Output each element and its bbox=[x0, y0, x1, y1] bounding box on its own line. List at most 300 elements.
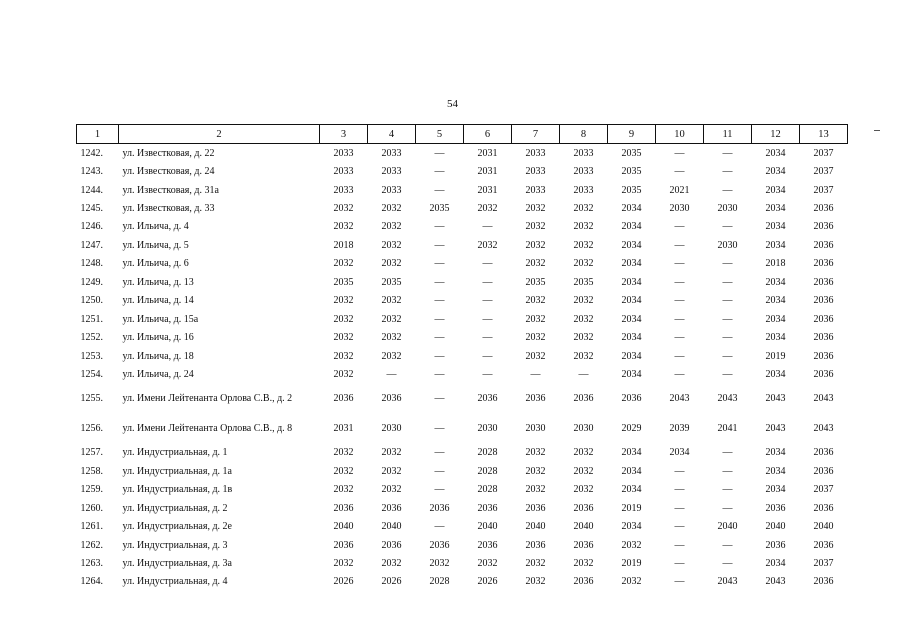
year-cell-col-11: 2041 bbox=[717, 423, 738, 435]
year-cell-col-3: 2032 bbox=[333, 313, 354, 325]
year-cell-col-6: 2028 bbox=[477, 447, 498, 459]
year-cell-col-5: — bbox=[434, 147, 445, 159]
address-cell: ул. Ильича, д. 4 bbox=[122, 221, 189, 233]
year-cell-col-13: 2037 bbox=[813, 147, 834, 159]
column-header-12: 12 bbox=[752, 125, 800, 144]
year-cell-col-4: 2032 bbox=[381, 465, 402, 477]
year-cell-col-12: 2043 bbox=[765, 576, 786, 588]
year-cell-col-7: 2032 bbox=[525, 239, 546, 251]
year-cell-col-5: — bbox=[434, 166, 445, 178]
year-cell-col-5: — bbox=[434, 258, 445, 270]
year-cell-col-12: 2036 bbox=[765, 502, 786, 514]
year-cell-col-9: 2036 bbox=[621, 393, 642, 405]
year-cell-col-10: — bbox=[674, 221, 685, 233]
year-cell-col-13: 2036 bbox=[813, 447, 834, 459]
address-cell: ул. Ильича, д. 14 bbox=[122, 295, 194, 307]
year-cell-col-10: — bbox=[674, 539, 685, 551]
year-cell-col-6: 2028 bbox=[477, 484, 498, 496]
address-cell: ул. Индустриальная, д. 4 bbox=[122, 576, 228, 588]
address-cell: ул. Ильича, д. 15а bbox=[122, 313, 199, 325]
table-row bbox=[77, 444, 848, 462]
year-cell-col-13: 2036 bbox=[813, 313, 834, 325]
year-cell-col-13: 2037 bbox=[813, 166, 834, 178]
table-header bbox=[77, 125, 848, 144]
address-cell: ул. Ильича, д. 16 bbox=[122, 332, 194, 344]
year-cell-col-10: — bbox=[674, 332, 685, 344]
address-cell: ул. Имени Лейтенанта Орлова С.В., д. 2 bbox=[122, 393, 293, 405]
year-cell-col-12: 2034 bbox=[765, 147, 786, 159]
column-header-3: 3 bbox=[320, 125, 368, 144]
row-number: 1262. bbox=[80, 539, 103, 551]
year-cell-col-7: 2032 bbox=[525, 203, 546, 215]
year-cell-col-13: 2037 bbox=[813, 558, 834, 570]
column-header-6: 6 bbox=[464, 125, 512, 144]
year-cell-col-6: 2026 bbox=[477, 576, 498, 588]
year-cell-col-13: 2036 bbox=[813, 203, 834, 215]
year-cell-col-10: 2043 bbox=[669, 393, 690, 405]
year-cell-col-3: 2032 bbox=[333, 484, 354, 496]
year-cell-col-11: 2040 bbox=[717, 521, 738, 533]
year-cell-col-8: 2036 bbox=[573, 539, 594, 551]
table-row bbox=[77, 347, 848, 365]
year-cell-col-9: 2034 bbox=[621, 313, 642, 325]
year-cell-col-8: 2032 bbox=[573, 203, 594, 215]
year-cell-col-9: 2019 bbox=[621, 558, 642, 570]
year-cell-col-7: 2032 bbox=[525, 313, 546, 325]
year-cell-col-5: — bbox=[434, 465, 445, 477]
address-cell: ул. Ильича, д. 13 bbox=[122, 276, 194, 288]
year-cell-col-6: 2031 bbox=[477, 147, 498, 159]
year-cell-col-4: 2032 bbox=[381, 350, 402, 362]
year-cell-col-10: — bbox=[674, 368, 685, 380]
year-cell-col-7: 2032 bbox=[525, 332, 546, 344]
row-number: 1250. bbox=[80, 295, 103, 307]
year-cell-col-13: 2036 bbox=[813, 350, 834, 362]
year-cell-col-10: — bbox=[674, 313, 685, 325]
year-cell-col-5: — bbox=[434, 276, 445, 288]
year-cell-col-7: 2032 bbox=[525, 221, 546, 233]
year-cell-col-10: 2021 bbox=[669, 184, 690, 196]
row-number: 1256. bbox=[80, 423, 103, 435]
year-cell-col-7: 2040 bbox=[525, 521, 546, 533]
row-number: 1257. bbox=[80, 447, 103, 459]
year-cell-col-11: — bbox=[722, 332, 733, 344]
year-cell-col-4: 2032 bbox=[381, 484, 402, 496]
year-cell-col-9: 2034 bbox=[621, 521, 642, 533]
table-row bbox=[77, 181, 848, 199]
year-cell-col-11: — bbox=[722, 465, 733, 477]
year-cell-col-3: 2036 bbox=[333, 502, 354, 514]
year-cell-col-12: 2036 bbox=[765, 539, 786, 551]
column-header-4: 4 bbox=[368, 125, 416, 144]
year-cell-col-8: 2032 bbox=[573, 558, 594, 570]
year-cell-col-5: — bbox=[434, 521, 445, 533]
year-cell-col-7: 2033 bbox=[525, 166, 546, 178]
year-cell-col-4: 2026 bbox=[381, 576, 402, 588]
year-cell-col-5: — bbox=[434, 332, 445, 344]
address-cell: ул. Известковая, д. 31а bbox=[122, 184, 219, 196]
year-cell-col-8: 2032 bbox=[573, 258, 594, 270]
year-cell-col-5: 2036 bbox=[429, 502, 450, 514]
year-cell-col-13: 2043 bbox=[813, 423, 834, 435]
year-cell-col-3: 2032 bbox=[333, 203, 354, 215]
year-cell-col-4: 2032 bbox=[381, 221, 402, 233]
year-cell-col-12: 2034 bbox=[765, 484, 786, 496]
address-cell: ул. Индустриальная, д. 1в bbox=[122, 484, 233, 496]
row-number: 1261. bbox=[80, 521, 103, 533]
table-row bbox=[77, 199, 848, 217]
year-cell-col-9: 2032 bbox=[621, 576, 642, 588]
year-cell-col-6: 2030 bbox=[477, 423, 498, 435]
year-cell-col-10: — bbox=[674, 350, 685, 362]
year-cell-col-11: — bbox=[722, 166, 733, 178]
row-number: 1263. bbox=[80, 558, 103, 570]
year-cell-col-4: 2033 bbox=[381, 147, 402, 159]
table-row bbox=[77, 365, 848, 383]
year-cell-col-3: 2036 bbox=[333, 393, 354, 405]
address-schedule-table bbox=[76, 124, 848, 591]
year-cell-col-5: 2032 bbox=[429, 558, 450, 570]
year-cell-col-7: 2032 bbox=[525, 447, 546, 459]
table-row bbox=[77, 273, 848, 291]
year-cell-col-7: 2032 bbox=[525, 484, 546, 496]
year-cell-col-10: — bbox=[674, 295, 685, 307]
column-header-5: 5 bbox=[416, 125, 464, 144]
year-cell-col-8: 2032 bbox=[573, 332, 594, 344]
year-cell-col-8: 2032 bbox=[573, 465, 594, 477]
row-number: 1260. bbox=[80, 502, 103, 514]
year-cell-col-5: — bbox=[434, 368, 445, 380]
year-cell-col-12: 2034 bbox=[765, 295, 786, 307]
year-cell-col-11: — bbox=[722, 539, 733, 551]
year-cell-col-5: 2028 bbox=[429, 576, 450, 588]
year-cell-col-10: — bbox=[674, 276, 685, 288]
year-cell-col-8: 2030 bbox=[573, 423, 594, 435]
year-cell-col-12: 2034 bbox=[765, 558, 786, 570]
year-cell-col-6: — bbox=[482, 332, 493, 344]
table-row bbox=[77, 236, 848, 254]
year-cell-col-3: 2031 bbox=[333, 423, 354, 435]
year-cell-col-13: 2036 bbox=[813, 332, 834, 344]
year-cell-col-5: — bbox=[434, 295, 445, 307]
year-cell-col-9: 2034 bbox=[621, 276, 642, 288]
table-row bbox=[77, 554, 848, 572]
year-cell-col-9: 2035 bbox=[621, 166, 642, 178]
row-number: 1253. bbox=[80, 350, 103, 362]
table-row bbox=[77, 255, 848, 273]
row-number: 1243. bbox=[80, 166, 103, 178]
address-cell: ул. Известковая, д. 24 bbox=[122, 166, 215, 178]
address-cell: ул. Ильича, д. 6 bbox=[122, 258, 189, 270]
year-cell-col-12: 2034 bbox=[765, 166, 786, 178]
year-cell-col-6: 2028 bbox=[477, 465, 498, 477]
year-cell-col-4: 2032 bbox=[381, 558, 402, 570]
year-cell-col-13: 2036 bbox=[813, 502, 834, 514]
year-cell-col-4: 2036 bbox=[381, 393, 402, 405]
year-cell-col-5: — bbox=[434, 484, 445, 496]
address-cell: ул. Индустриальная, д. 1 bbox=[122, 447, 228, 459]
year-cell-col-9: 2034 bbox=[621, 239, 642, 251]
year-cell-col-8: 2036 bbox=[573, 576, 594, 588]
address-cell: ул. Известковая, д. 22 bbox=[122, 147, 215, 159]
address-cell: ул. Индустриальная, д. 3 bbox=[122, 539, 228, 551]
year-cell-col-4: 2036 bbox=[381, 539, 402, 551]
year-cell-col-13: 2036 bbox=[813, 276, 834, 288]
year-cell-col-11: 2043 bbox=[717, 393, 738, 405]
year-cell-col-12: 2018 bbox=[765, 258, 786, 270]
row-number: 1245. bbox=[80, 203, 103, 215]
year-cell-col-3: 2032 bbox=[333, 332, 354, 344]
year-cell-col-4: 2032 bbox=[381, 239, 402, 251]
year-cell-col-11: — bbox=[722, 295, 733, 307]
year-cell-col-5: — bbox=[434, 350, 445, 362]
year-cell-col-4: 2032 bbox=[381, 258, 402, 270]
row-number: 1244. bbox=[80, 184, 103, 196]
year-cell-col-12: 2034 bbox=[765, 221, 786, 233]
table-row bbox=[77, 536, 848, 554]
row-number: 1252. bbox=[80, 332, 103, 344]
row-number: 1248. bbox=[80, 258, 103, 270]
year-cell-col-4: — bbox=[386, 368, 397, 380]
year-cell-col-6: — bbox=[482, 313, 493, 325]
year-cell-col-10: — bbox=[674, 166, 685, 178]
year-cell-col-9: 2034 bbox=[621, 368, 642, 380]
year-cell-col-9: 2034 bbox=[621, 295, 642, 307]
year-cell-col-3: 2018 bbox=[333, 239, 354, 251]
column-header-2: 2 bbox=[119, 125, 320, 144]
table-row bbox=[77, 517, 848, 535]
year-cell-col-3: 2032 bbox=[333, 447, 354, 459]
year-cell-col-11: 2043 bbox=[717, 576, 738, 588]
year-cell-col-7: 2036 bbox=[525, 539, 546, 551]
year-cell-col-3: 2033 bbox=[333, 147, 354, 159]
year-cell-col-7: 2030 bbox=[525, 423, 546, 435]
row-number: 1255. bbox=[80, 393, 103, 405]
year-cell-col-12: 2040 bbox=[765, 521, 786, 533]
year-cell-col-6: — bbox=[482, 276, 493, 288]
year-cell-col-8: 2032 bbox=[573, 350, 594, 362]
row-number: 1251. bbox=[80, 313, 103, 325]
year-cell-col-11: — bbox=[722, 350, 733, 362]
year-cell-col-9: 2029 bbox=[621, 423, 642, 435]
year-cell-col-6: — bbox=[482, 258, 493, 270]
address-cell: ул. Известковая, д. 33 bbox=[122, 203, 215, 215]
year-cell-col-5: 2035 bbox=[429, 203, 450, 215]
year-cell-col-10: — bbox=[674, 258, 685, 270]
year-cell-col-12: 2034 bbox=[765, 184, 786, 196]
year-cell-col-8: — bbox=[578, 368, 589, 380]
year-cell-col-6: — bbox=[482, 368, 493, 380]
column-header-11: 11 bbox=[704, 125, 752, 144]
year-cell-col-3: 2026 bbox=[333, 576, 354, 588]
year-cell-col-6: — bbox=[482, 221, 493, 233]
year-cell-col-5: 2036 bbox=[429, 539, 450, 551]
year-cell-col-9: 2034 bbox=[621, 203, 642, 215]
year-cell-col-11: — bbox=[722, 447, 733, 459]
year-cell-col-5: — bbox=[434, 313, 445, 325]
year-cell-col-4: 2032 bbox=[381, 295, 402, 307]
year-cell-col-11: — bbox=[722, 184, 733, 196]
year-cell-col-11: — bbox=[722, 558, 733, 570]
year-cell-col-13: 2036 bbox=[813, 295, 834, 307]
year-cell-col-6: 2036 bbox=[477, 502, 498, 514]
address-cell: ул. Индустриальная, д. 2е bbox=[122, 521, 232, 533]
year-cell-col-4: 2032 bbox=[381, 203, 402, 215]
year-cell-col-9: 2034 bbox=[621, 465, 642, 477]
year-cell-col-7: 2032 bbox=[525, 350, 546, 362]
year-cell-col-13: 2036 bbox=[813, 239, 834, 251]
year-cell-col-13: 2037 bbox=[813, 184, 834, 196]
year-cell-col-3: 2033 bbox=[333, 184, 354, 196]
year-cell-col-10: — bbox=[674, 465, 685, 477]
year-cell-col-8: 2033 bbox=[573, 184, 594, 196]
year-cell-col-7: 2035 bbox=[525, 276, 546, 288]
year-cell-col-6: 2040 bbox=[477, 521, 498, 533]
year-cell-col-8: 2033 bbox=[573, 147, 594, 159]
address-cell: ул. Ильича, д. 18 bbox=[122, 350, 194, 362]
year-cell-col-12: 2043 bbox=[765, 423, 786, 435]
year-cell-col-7: 2032 bbox=[525, 258, 546, 270]
column-header-13: 13 bbox=[800, 125, 848, 144]
year-cell-col-5: — bbox=[434, 184, 445, 196]
year-cell-col-5: — bbox=[434, 447, 445, 459]
table-row bbox=[77, 162, 848, 180]
year-cell-col-12: 2034 bbox=[765, 313, 786, 325]
year-cell-col-12: 2034 bbox=[765, 203, 786, 215]
year-cell-col-12: 2034 bbox=[765, 465, 786, 477]
year-cell-col-3: 2032 bbox=[333, 558, 354, 570]
table-row bbox=[77, 481, 848, 499]
table-row bbox=[77, 414, 848, 444]
year-cell-col-9: 2034 bbox=[621, 447, 642, 459]
year-cell-col-6: 2031 bbox=[477, 184, 498, 196]
year-cell-col-6: — bbox=[482, 295, 493, 307]
year-cell-col-10: — bbox=[674, 239, 685, 251]
address-cell: ул. Индустриальная, д. 1а bbox=[122, 465, 232, 477]
year-cell-col-8: 2032 bbox=[573, 221, 594, 233]
year-cell-col-13: 2036 bbox=[813, 465, 834, 477]
year-cell-col-9: 2035 bbox=[621, 184, 642, 196]
year-cell-col-11: 2030 bbox=[717, 203, 738, 215]
year-cell-col-12: 2034 bbox=[765, 368, 786, 380]
year-cell-col-3: 2040 bbox=[333, 521, 354, 533]
address-cell: ул. Ильича, д. 5 bbox=[122, 239, 189, 251]
year-cell-col-8: 2035 bbox=[573, 276, 594, 288]
year-cell-col-9: 2035 bbox=[621, 147, 642, 159]
header-row bbox=[77, 125, 848, 144]
year-cell-col-11: 2030 bbox=[717, 239, 738, 251]
table-row bbox=[77, 310, 848, 328]
year-cell-col-13: 2040 bbox=[813, 521, 834, 533]
row-number: 1242. bbox=[80, 147, 103, 159]
year-cell-col-4: 2032 bbox=[381, 447, 402, 459]
year-cell-col-9: 2034 bbox=[621, 221, 642, 233]
page-number: 54 bbox=[447, 98, 458, 110]
year-cell-col-8: 2032 bbox=[573, 447, 594, 459]
year-cell-col-6: 2031 bbox=[477, 166, 498, 178]
year-cell-col-7: 2032 bbox=[525, 576, 546, 588]
row-number: 1254. bbox=[80, 368, 103, 380]
year-cell-col-12: 2034 bbox=[765, 276, 786, 288]
year-cell-col-5: — bbox=[434, 393, 445, 405]
year-cell-col-11: — bbox=[722, 276, 733, 288]
year-cell-col-10: — bbox=[674, 502, 685, 514]
address-cell: ул. Имени Лейтенанта Орлова С.В., д. 8 bbox=[122, 423, 293, 435]
year-cell-col-8: 2032 bbox=[573, 313, 594, 325]
year-cell-col-10: 2034 bbox=[669, 447, 690, 459]
year-cell-col-3: 2032 bbox=[333, 350, 354, 362]
year-cell-col-7: — bbox=[530, 368, 541, 380]
year-cell-col-7: 2036 bbox=[525, 393, 546, 405]
row-number: 1259. bbox=[80, 484, 103, 496]
year-cell-col-13: 2043 bbox=[813, 393, 834, 405]
address-cell: ул. Индустриальная, д. 3а bbox=[122, 558, 232, 570]
year-cell-col-11: — bbox=[722, 484, 733, 496]
year-cell-col-4: 2036 bbox=[381, 502, 402, 514]
row-number: 1258. bbox=[80, 465, 103, 477]
row-number: 1264. bbox=[80, 576, 103, 588]
year-cell-col-11: — bbox=[722, 221, 733, 233]
year-cell-col-7: 2036 bbox=[525, 502, 546, 514]
year-cell-col-6: — bbox=[482, 350, 493, 362]
year-cell-col-13: 2036 bbox=[813, 539, 834, 551]
row-number: 1246. bbox=[80, 221, 103, 233]
year-cell-col-12: 2043 bbox=[765, 393, 786, 405]
year-cell-col-7: 2032 bbox=[525, 295, 546, 307]
table-row bbox=[77, 328, 848, 346]
year-cell-col-4: 2035 bbox=[381, 276, 402, 288]
year-cell-col-13: 2036 bbox=[813, 221, 834, 233]
year-cell-col-6: 2036 bbox=[477, 539, 498, 551]
year-cell-col-9: 2034 bbox=[621, 350, 642, 362]
year-cell-col-10: — bbox=[674, 558, 685, 570]
year-cell-col-10: — bbox=[674, 484, 685, 496]
year-cell-col-3: 2036 bbox=[333, 539, 354, 551]
table-row bbox=[77, 462, 848, 480]
year-cell-col-11: — bbox=[722, 368, 733, 380]
year-cell-col-13: 2036 bbox=[813, 258, 834, 270]
year-cell-col-7: 2033 bbox=[525, 184, 546, 196]
year-cell-col-8: 2036 bbox=[573, 502, 594, 514]
year-cell-col-6: 2032 bbox=[477, 203, 498, 215]
year-cell-col-6: 2032 bbox=[477, 558, 498, 570]
row-number: 1247. bbox=[80, 239, 103, 251]
table-row bbox=[77, 292, 848, 310]
year-cell-col-3: 2032 bbox=[333, 295, 354, 307]
year-cell-col-7: 2032 bbox=[525, 465, 546, 477]
year-cell-col-7: 2033 bbox=[525, 147, 546, 159]
year-cell-col-4: 2033 bbox=[381, 166, 402, 178]
year-cell-col-8: 2032 bbox=[573, 484, 594, 496]
address-cell: ул. Ильича, д. 24 bbox=[122, 368, 194, 380]
column-header-9: 9 bbox=[608, 125, 656, 144]
column-header-10: 10 bbox=[656, 125, 704, 144]
table-row bbox=[77, 499, 848, 517]
year-cell-col-8: 2033 bbox=[573, 166, 594, 178]
table-row bbox=[77, 573, 848, 591]
column-header-7: 7 bbox=[512, 125, 560, 144]
year-cell-col-9: 2034 bbox=[621, 258, 642, 270]
year-cell-col-3: 2032 bbox=[333, 368, 354, 380]
margin-mark bbox=[874, 130, 880, 131]
year-cell-col-3: 2032 bbox=[333, 221, 354, 233]
year-cell-col-3: 2033 bbox=[333, 166, 354, 178]
year-cell-col-8: 2032 bbox=[573, 295, 594, 307]
row-number: 1249. bbox=[80, 276, 103, 288]
address-cell: ул. Индустриальная, д. 2 bbox=[122, 502, 228, 514]
year-cell-col-10: 2030 bbox=[669, 203, 690, 215]
year-cell-col-4: 2032 bbox=[381, 313, 402, 325]
